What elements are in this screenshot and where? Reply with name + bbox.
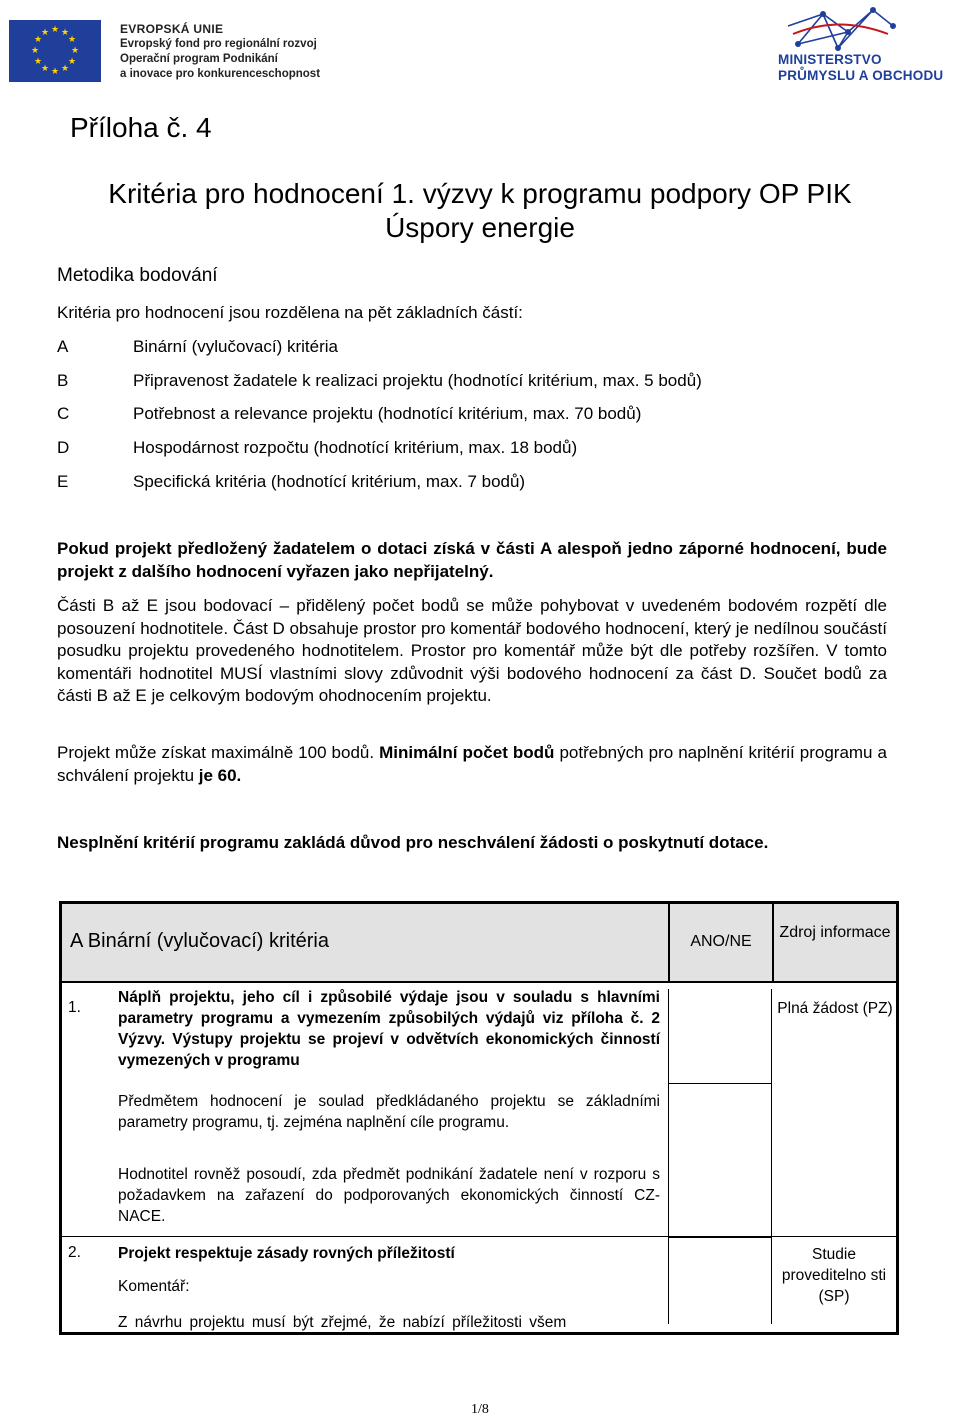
criterion-note: Z návrhu projektu musí být zřejmé, že nabízí příležitosti všem — [118, 1314, 567, 1331]
svg-text:★: ★ — [50, 67, 60, 77]
svg-text:★: ★ — [60, 28, 70, 38]
criteria-text: Binární (vylučovací) kritéria — [133, 337, 339, 356]
criterion-text: Projekt respektuje zásady rovných příležitostí — [118, 1245, 455, 1262]
criteria-letter: A — [57, 337, 69, 356]
criteria-letter: E — [57, 472, 69, 491]
criteria-letter: B — [57, 371, 69, 390]
mpo-line-2: PRŮMYSLU A OBCHODU — [778, 68, 944, 83]
svg-text:★: ★ — [70, 46, 80, 56]
svg-text:★: ★ — [33, 57, 43, 67]
table-divider — [668, 1083, 772, 1084]
criterion-note: Hodnotitel rovněž posoudí, zda předmět podnikání žadatele není v rozporu s požadavkem na zařazení do podporovaných ekonomických činností CZ-NACE. — [118, 1166, 660, 1225]
table-title: A Binární (vylučovací) kritéria — [70, 930, 329, 952]
warning-paragraph: Pokud projekt předložený žadatelem o dotaci získá v části A alespoň jedno záporné hodnocení, bude projekt z dalšího hodnocení vyřazen jako nepřijatelný. — [57, 539, 887, 581]
eu-flag-logo — [9, 20, 101, 82]
mpo-line-1: MINISTERSTVO — [778, 52, 882, 67]
min-points-value: je 60. — [198, 765, 242, 785]
eu-line-1: EVROPSKÁ UNIE — [120, 22, 224, 36]
parts-paragraph: Části B až E jsou bodovací – přidělený počet bodů se může pohybovat v uvedeném bodovém rozpětí dle posouzení hodnotitele. Část D obsahuje prostor pro komentář bodového hodnocení, který je nedílnou součástí posudku projektu provedeného hodnotitelem. Prostor pro komentář může být dle potřeby rozšířen. V tomto komentáři hodnotitel MUSÍ vlastními slovy zdůvodnit výši bodového hodnocení za část D. Součet bodů za části B až E je celkovým bodovým ohodnocením projektu. — [57, 596, 887, 705]
section-heading: Metodika bodování — [57, 265, 218, 286]
max-points-paragraph — [57, 742, 887, 787]
col-header-ano-ne: ANO/NE — [690, 933, 752, 950]
page-number: 1/8 — [471, 1402, 489, 1417]
svg-text:★: ★ — [30, 46, 40, 56]
svg-text:★: ★ — [67, 57, 77, 67]
criteria-text: Připravenost žadatele k realizaci projektu (hodnotící kritérium, max. 5 bodů) — [133, 371, 702, 390]
col-header-source: Zdroj informace — [779, 924, 891, 941]
row-number: 1. — [68, 999, 81, 1016]
max-points-text-2: potřebných pro naplnění kritérií programu a schválení projektu — [57, 743, 887, 785]
criteria-text: Potřebnost a relevance projektu (hodnotící kritérium, max. 70 bodů) — [133, 404, 642, 423]
ano-ne-column — [668, 989, 772, 1324]
svg-text:★: ★ — [67, 35, 77, 45]
eu-line-2: Evropský fond pro regionální rozvoj — [120, 38, 317, 50]
document-subtitle: Úspory energie — [385, 212, 575, 243]
rejection-note: Nesplnění kritérií programu zakládá důvod pro neschválení žádosti o poskytnutí dotace. — [57, 833, 769, 852]
svg-text:★: ★ — [40, 64, 50, 74]
source-text: Plná žádost (PZ) — [777, 1000, 893, 1017]
row-number: 2. — [68, 1244, 81, 1261]
criteria-letter: D — [57, 438, 70, 457]
eu-line-3: Operační program Podnikání — [120, 53, 278, 65]
attachment-label: Příloha č. 4 — [70, 112, 212, 143]
mpo-text-block — [778, 52, 958, 84]
document-title: Kritéria pro hodnocení 1. výzvy k programu podpory OP PIK — [108, 178, 852, 209]
table-divider — [62, 1236, 896, 1237]
table-divider — [62, 981, 896, 983]
svg-text:★: ★ — [33, 35, 43, 45]
source-text: Studie proveditelno sti (SP) — [781, 1246, 887, 1305]
intro-text: Kritéria pro hodnocení jsou rozdělena na pět základních částí: — [57, 303, 523, 322]
criteria-text: Hospodárnost rozpočtu (hodnotící kritérium, max. 18 bodů) — [133, 438, 578, 457]
criteria-letter: C — [57, 404, 70, 423]
svg-text:★: ★ — [50, 25, 60, 35]
comment-label: Komentář: — [118, 1278, 190, 1295]
table-divider — [668, 1237, 772, 1238]
criteria-text: Specifická kritéria (hodnotící kritérium, max. 7 bodů) — [133, 472, 526, 491]
eu-stars-icon — [9, 20, 101, 82]
svg-text:★: ★ — [40, 28, 50, 38]
eu-text-block — [120, 22, 335, 82]
eu-line-4: a inovace pro konkurenceschopnost — [120, 68, 321, 80]
min-points-label: Minimální počet bodů — [379, 743, 555, 762]
mpo-network-icon — [778, 4, 958, 54]
criterion-text: Náplň projektu, jeho cíl i způsobilé výdaje jsou v souladu s hlavními parametry programu a vymezením způsobilých výdajů viz příloha č. 2 Výzvy. Výstupy projektu se projeví v odvětvích ekonomických činností vymezených v programu — [118, 989, 660, 1069]
max-points-text: Projekt může získat maximálně 100 bodů. — [57, 743, 380, 762]
criterion-note: Předmětem hodnocení je soulad předkládaného projektu se základními parametry programu, tj. zejména naplnění cíle programu. — [118, 1093, 660, 1131]
svg-text:★: ★ — [60, 64, 70, 74]
